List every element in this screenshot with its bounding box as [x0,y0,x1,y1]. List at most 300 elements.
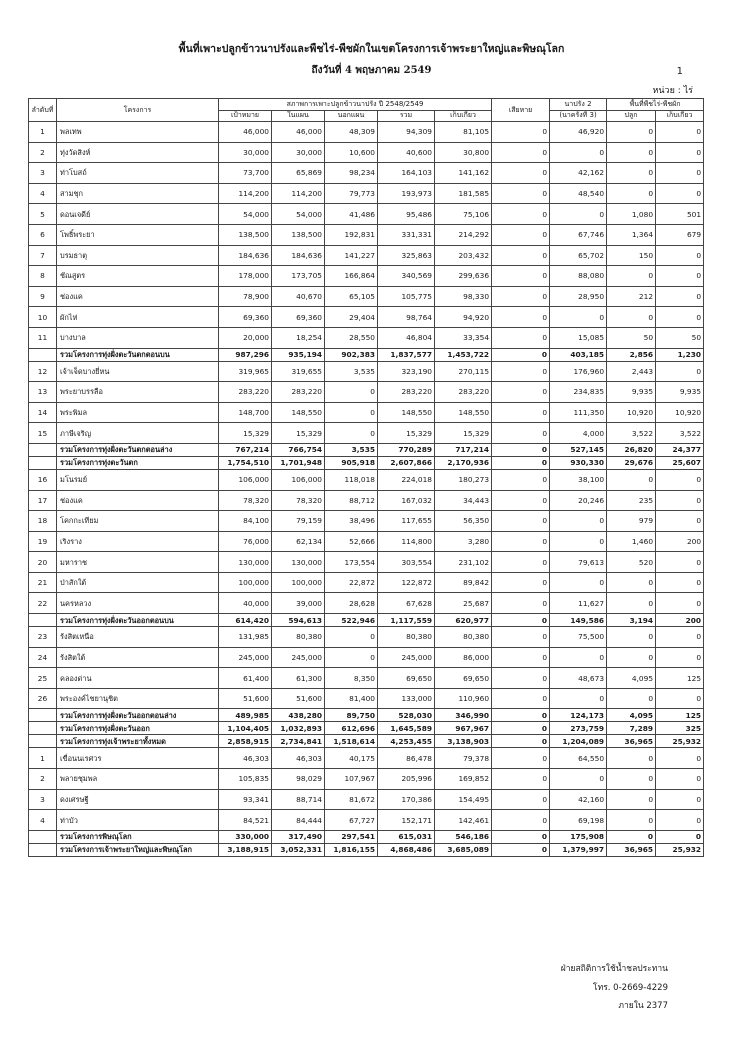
cell-fc-planted: 0 [607,163,656,184]
cell-target: 614,420 [219,614,272,627]
col-header-total: รวม [378,110,435,122]
cell-fc-planted: 1,364 [607,224,656,245]
cell-out-plan: 81,400 [325,688,378,709]
cell-order: 4 [29,810,57,831]
cell-fc-harvested: 9,935 [656,382,704,403]
cell-total: 40,600 [378,142,435,163]
cell-project-name: รวมโครงการทุ่งตะวันตก [57,456,219,469]
cell-damaged: 0 [492,722,550,735]
cell-fc-planted: 0 [607,307,656,328]
table-row [29,245,704,266]
cell-target: 84,100 [219,511,272,532]
col-header-target: เป้าหมาย [219,110,272,122]
cell-fc-planted: 0 [607,593,656,614]
table-row [29,423,704,444]
cell-damaged: 0 [492,593,550,614]
cell-target: 106,000 [219,469,272,490]
cell-in-plan: 79,159 [272,511,325,532]
cell-fc-planted: 36,965 [607,735,656,748]
cell-in-plan: 245,000 [272,647,325,668]
cell-project-name: ดงเศรษฐี [57,789,219,810]
cell-second-rice: 28,950 [550,286,607,307]
cell-out-plan: 0 [325,627,378,648]
cell-second-rice: 48,673 [550,668,607,689]
cell-order [29,843,57,856]
cell-harvested: 15,329 [435,423,492,444]
cell-target: 1,754,510 [219,456,272,469]
cell-project-name: รวมโครงการทุ่งฝั่งตะวันออกตอนบน [57,614,219,627]
cell-target: 46,000 [219,122,272,143]
cell-project-name: ป่าสักใต้ [57,572,219,593]
cell-harvested: 142,461 [435,810,492,831]
cell-fc-planted: 0 [607,688,656,709]
cell-project-name: โคกกะเทียม [57,511,219,532]
cell-in-plan: 317,490 [272,830,325,843]
cell-second-rice: 175,908 [550,830,607,843]
cell-order: 15 [29,423,57,444]
cell-second-rice: 0 [550,307,607,328]
cell-in-plan: 100,000 [272,572,325,593]
cell-harvested: 180,273 [435,469,492,490]
cell-out-plan: 118,018 [325,469,378,490]
cell-out-plan: 48,309 [325,122,378,143]
cell-damaged: 0 [492,688,550,709]
cell-out-plan: 902,383 [325,348,378,361]
cell-target: 84,521 [219,810,272,831]
cell-damaged: 0 [492,748,550,769]
cell-order: 13 [29,382,57,403]
cell-out-plan: 28,628 [325,593,378,614]
cell-fc-harvested: 0 [656,245,704,266]
cell-project-name: ท่าโบสถ์ [57,163,219,184]
cell-fc-planted: 4,095 [607,668,656,689]
cell-total: 193,973 [378,183,435,204]
cell-target: 131,985 [219,627,272,648]
cell-out-plan: 29,404 [325,307,378,328]
cell-second-rice: 149,586 [550,614,607,627]
cell-order: 1 [29,748,57,769]
cell-total: 67,628 [378,593,435,614]
table-row [29,307,704,328]
cell-out-plan: 79,773 [325,183,378,204]
unit-label: หน่วย : ไร่ [652,86,693,96]
cell-damaged: 0 [492,627,550,648]
cell-damaged: 0 [492,456,550,469]
cell-fc-harvested: 1,230 [656,348,704,361]
cell-out-plan: 107,967 [325,769,378,790]
report-date: ถึงวันที่ 4 พฤษภาคม 2549 [311,65,432,76]
cell-in-plan: 30,000 [272,142,325,163]
cell-total: 46,804 [378,327,435,348]
cell-in-plan: 283,220 [272,382,325,403]
cell-damaged: 0 [492,443,550,456]
cell-in-plan: 40,670 [272,286,325,307]
cell-second-rice: 0 [550,531,607,552]
cell-fc-harvested: 325 [656,722,704,735]
cell-fc-harvested: 0 [656,183,704,204]
cell-out-plan: 905,918 [325,456,378,469]
subtotal-row [29,843,704,856]
cell-in-plan: 61,300 [272,668,325,689]
cell-order: 7 [29,245,57,266]
cell-fc-harvested: 0 [656,142,704,163]
cell-fc-harvested: 0 [656,163,704,184]
col-header-fc-harvested: เก็บเกี่ยว [656,110,704,122]
subtotal-row [29,443,704,456]
cell-damaged: 0 [492,348,550,361]
cell-in-plan: 173,705 [272,266,325,287]
cell-target: 767,214 [219,443,272,456]
cell-order: 3 [29,789,57,810]
cell-in-plan: 3,052,331 [272,843,325,856]
cell-fc-planted: 0 [607,647,656,668]
cell-fc-planted: 0 [607,572,656,593]
cell-harvested: 86,000 [435,647,492,668]
cell-second-rice: 38,100 [550,469,607,490]
cell-fc-planted: 1,460 [607,531,656,552]
cell-damaged: 0 [492,531,550,552]
cell-target: 2,858,915 [219,735,272,748]
cell-total: 283,220 [378,382,435,403]
cell-order [29,614,57,627]
cell-project-name: รวมโครงการทุ่งฝั่งตะวันตกตอนบน [57,348,219,361]
table-row [29,668,704,689]
cell-order: 8 [29,266,57,287]
cell-fc-harvested: 125 [656,668,704,689]
cell-total: 148,550 [378,402,435,423]
cell-second-rice: 46,920 [550,122,607,143]
cell-second-rice: 1,379,997 [550,843,607,856]
cell-order: 12 [29,361,57,382]
cell-damaged: 0 [492,843,550,856]
cell-order: 2 [29,142,57,163]
cell-project-name: มโนรมย์ [57,469,219,490]
table-row [29,490,704,511]
cell-harvested: 69,650 [435,668,492,689]
cell-fc-planted: 0 [607,266,656,287]
cell-harvested: 203,432 [435,245,492,266]
cell-project-name: ชัณสูตร [57,266,219,287]
cell-fc-harvested: 0 [656,552,704,573]
cell-second-rice: 930,330 [550,456,607,469]
cell-fc-planted: 0 [607,789,656,810]
cell-project-name: บางบาล [57,327,219,348]
cell-total: 331,331 [378,224,435,245]
cell-second-rice: 124,173 [550,709,607,722]
cell-second-rice: 42,160 [550,789,607,810]
cell-in-plan: 138,500 [272,224,325,245]
cell-out-plan: 67,727 [325,810,378,831]
cell-second-rice: 11,627 [550,593,607,614]
cell-target: 130,000 [219,552,272,573]
cell-total: 528,030 [378,709,435,722]
cell-target: 54,000 [219,204,272,225]
cell-out-plan: 612,696 [325,722,378,735]
cell-target: 330,000 [219,830,272,843]
cell-target: 93,341 [219,789,272,810]
cell-fc-harvested: 501 [656,204,704,225]
cell-harvested: 81,105 [435,122,492,143]
cell-fc-planted: 26,820 [607,443,656,456]
cell-in-plan: 130,000 [272,552,325,573]
cell-total: 98,764 [378,307,435,328]
table-row [29,511,704,532]
cell-project-name: เริงราง [57,531,219,552]
cell-second-rice: 65,702 [550,245,607,266]
cell-project-name: พระองค์ไชยานุชิต [57,688,219,709]
cell-harvested: 30,800 [435,142,492,163]
cell-fc-planted: 0 [607,748,656,769]
cell-fc-harvested: 125 [656,709,704,722]
cell-damaged: 0 [492,327,550,348]
subtotal-row [29,722,704,735]
cell-fc-planted: 2,443 [607,361,656,382]
cell-fc-planted: 0 [607,627,656,648]
cell-second-rice: 69,198 [550,810,607,831]
cell-second-rice: 234,835 [550,382,607,403]
cell-order [29,348,57,361]
cell-project-name: รวมโครงการทุ่งฝั่งตะวันตกตอนล่าง [57,443,219,456]
cell-in-plan: 184,636 [272,245,325,266]
cell-out-plan: 41,486 [325,204,378,225]
cell-damaged: 0 [492,286,550,307]
cell-out-plan: 0 [325,402,378,423]
cell-in-plan: 18,254 [272,327,325,348]
cell-project-name: พระพิมล [57,402,219,423]
cell-fc-planted: 520 [607,552,656,573]
table-row [29,469,704,490]
cell-fc-planted: 0 [607,122,656,143]
cell-order: 22 [29,593,57,614]
cell-target: 73,700 [219,163,272,184]
cell-total: 94,309 [378,122,435,143]
cell-fc-planted: 10,920 [607,402,656,423]
cell-in-plan: 594,613 [272,614,325,627]
cell-fc-planted: 0 [607,469,656,490]
cell-target: 3,188,915 [219,843,272,856]
cell-fc-planted: 2,856 [607,348,656,361]
cell-total: 86,478 [378,748,435,769]
cell-out-plan: 0 [325,423,378,444]
col-header-second-rice-sub: (นาครั้งที่ 3) [550,110,607,122]
cell-target: 20,000 [219,327,272,348]
report-title: พื้นที่เพาะปลูกข้าวนาปรังและพืชไร่-พืชผักในเขตโครงการเจ้าพระยาใหญ่และพิษณุโลก [178,43,565,55]
cell-harvested: 3,138,903 [435,735,492,748]
cell-in-plan: 766,754 [272,443,325,456]
cell-harvested: 2,170,936 [435,456,492,469]
cell-order: 26 [29,688,57,709]
cell-fc-harvested: 0 [656,688,704,709]
col-header-second-rice: นาปรัง 2 [550,99,607,111]
cell-harvested: 154,495 [435,789,492,810]
cell-project-name: คลองด่าน [57,668,219,689]
cell-total: 122,872 [378,572,435,593]
cell-target: 76,000 [219,531,272,552]
table-row [29,183,704,204]
cell-second-rice: 0 [550,204,607,225]
cell-total: 69,650 [378,668,435,689]
cell-fc-harvested: 0 [656,490,704,511]
cell-fc-harvested: 25,932 [656,843,704,856]
cell-total: 340,569 [378,266,435,287]
cell-in-plan: 84,444 [272,810,325,831]
cell-target: 148,700 [219,402,272,423]
cell-total: 133,000 [378,688,435,709]
cell-harvested: 214,292 [435,224,492,245]
cell-out-plan: 1,518,614 [325,735,378,748]
cell-fc-harvested: 25,607 [656,456,704,469]
cell-project-name: บรมธาตุ [57,245,219,266]
cell-fc-harvested: 200 [656,531,704,552]
table-row [29,382,704,403]
cell-total: 224,018 [378,469,435,490]
cell-harvested: 299,636 [435,266,492,287]
cell-out-plan: 10,600 [325,142,378,163]
cell-project-name: รวมโครงการทุ่งฝั่งตะวันออกตอนล่าง [57,709,219,722]
cell-target: 489,985 [219,709,272,722]
cell-target: 15,329 [219,423,272,444]
cell-fc-harvested: 0 [656,593,704,614]
cell-project-name: รวมโครงการทุ่งฝั่งตะวันออก [57,722,219,735]
cell-out-plan: 192,831 [325,224,378,245]
cell-project-name: ทุ่งวัดสิงห์ [57,142,219,163]
cell-second-rice: 0 [550,647,607,668]
cell-project-name: พลายชุมพล [57,769,219,790]
cell-fc-planted: 1,080 [607,204,656,225]
cell-out-plan: 65,105 [325,286,378,307]
table-row [29,627,704,648]
table-row [29,531,704,552]
col-group-field-crops: พื้นที่พืชไร่-พืชผัก [607,99,704,111]
cell-second-rice: 75,500 [550,627,607,648]
cell-second-rice: 403,185 [550,348,607,361]
cell-order: 18 [29,511,57,532]
cell-project-name: พระยาบรรลือ [57,382,219,403]
cell-in-plan: 106,000 [272,469,325,490]
cell-project-name: เขื่อนนเรศวร [57,748,219,769]
cell-fc-planted: 3,194 [607,614,656,627]
cell-out-plan: 22,872 [325,572,378,593]
cell-in-plan: 148,550 [272,402,325,423]
cell-target: 114,200 [219,183,272,204]
cell-project-name: โพธิ์พระยา [57,224,219,245]
table-row [29,204,704,225]
cell-total: 164,103 [378,163,435,184]
cell-harvested: 148,550 [435,402,492,423]
cell-second-rice: 20,246 [550,490,607,511]
cell-harvested: 967,967 [435,722,492,735]
cell-target: 105,835 [219,769,272,790]
cell-harvested: 346,990 [435,709,492,722]
cell-in-plan: 98,029 [272,769,325,790]
cell-total: 770,289 [378,443,435,456]
cell-fc-harvested: 679 [656,224,704,245]
cell-damaged: 0 [492,307,550,328]
cell-second-rice: 273,759 [550,722,607,735]
cell-harvested: 141,162 [435,163,492,184]
footer-phone: โทร. 0-2669-4229 [593,983,668,993]
cell-fc-harvested: 0 [656,469,704,490]
cell-project-name: รังสิตใต้ [57,647,219,668]
cell-out-plan: 141,227 [325,245,378,266]
cell-out-plan: 0 [325,647,378,668]
cell-total: 1,117,559 [378,614,435,627]
cell-project-name: พลเทพ [57,122,219,143]
planting-table [28,98,704,857]
cell-in-plan: 935,194 [272,348,325,361]
cell-total: 4,253,455 [378,735,435,748]
cell-out-plan: 40,175 [325,748,378,769]
cell-total: 167,032 [378,490,435,511]
cell-order: 16 [29,469,57,490]
table-row [29,224,704,245]
table-row [29,647,704,668]
cell-order [29,735,57,748]
cell-target: 184,636 [219,245,272,266]
cell-damaged: 0 [492,382,550,403]
cell-project-name: ผักไห่ [57,307,219,328]
cell-order: 11 [29,327,57,348]
cell-target: 30,000 [219,142,272,163]
cell-total: 2,607,866 [378,456,435,469]
cell-fc-harvested: 0 [656,572,704,593]
cell-second-rice: 1,204,089 [550,735,607,748]
cell-damaged: 0 [492,122,550,143]
cell-fc-planted: 0 [607,142,656,163]
table-row [29,789,704,810]
cell-in-plan: 1,701,948 [272,456,325,469]
cell-order: 17 [29,490,57,511]
cell-order: 3 [29,163,57,184]
cell-target: 1,104,405 [219,722,272,735]
cell-fc-harvested: 0 [656,810,704,831]
cell-out-plan: 522,946 [325,614,378,627]
table-row [29,286,704,307]
cell-damaged: 0 [492,552,550,573]
cell-second-rice: 88,080 [550,266,607,287]
cell-harvested: 94,920 [435,307,492,328]
cell-out-plan: 89,750 [325,709,378,722]
cell-damaged: 0 [492,789,550,810]
cell-order: 21 [29,572,57,593]
cell-in-plan: 46,303 [272,748,325,769]
footer-department: ฝ่ายสถิติการใช้น้ำชลประทาน [560,964,668,974]
cell-damaged: 0 [492,361,550,382]
cell-fc-harvested: 0 [656,789,704,810]
cell-damaged: 0 [492,709,550,722]
cell-order [29,830,57,843]
cell-fc-planted: 0 [607,810,656,831]
cell-harvested: 33,354 [435,327,492,348]
cell-target: 319,965 [219,361,272,382]
table-row [29,552,704,573]
cell-in-plan: 88,714 [272,789,325,810]
cell-target: 78,900 [219,286,272,307]
cell-harvested: 89,842 [435,572,492,593]
cell-harvested: 3,685,089 [435,843,492,856]
col-header-harvested: เก็บเกี่ยว [435,110,492,122]
cell-harvested: 80,380 [435,627,492,648]
cell-second-rice: 79,613 [550,552,607,573]
cell-total: 114,800 [378,531,435,552]
cell-in-plan: 438,280 [272,709,325,722]
cell-damaged: 0 [492,204,550,225]
cell-second-rice: 0 [550,769,607,790]
cell-fc-planted: 9,935 [607,382,656,403]
cell-project-name: มหาราช [57,552,219,573]
cell-fc-harvested: 0 [656,748,704,769]
cell-second-rice: 527,145 [550,443,607,456]
